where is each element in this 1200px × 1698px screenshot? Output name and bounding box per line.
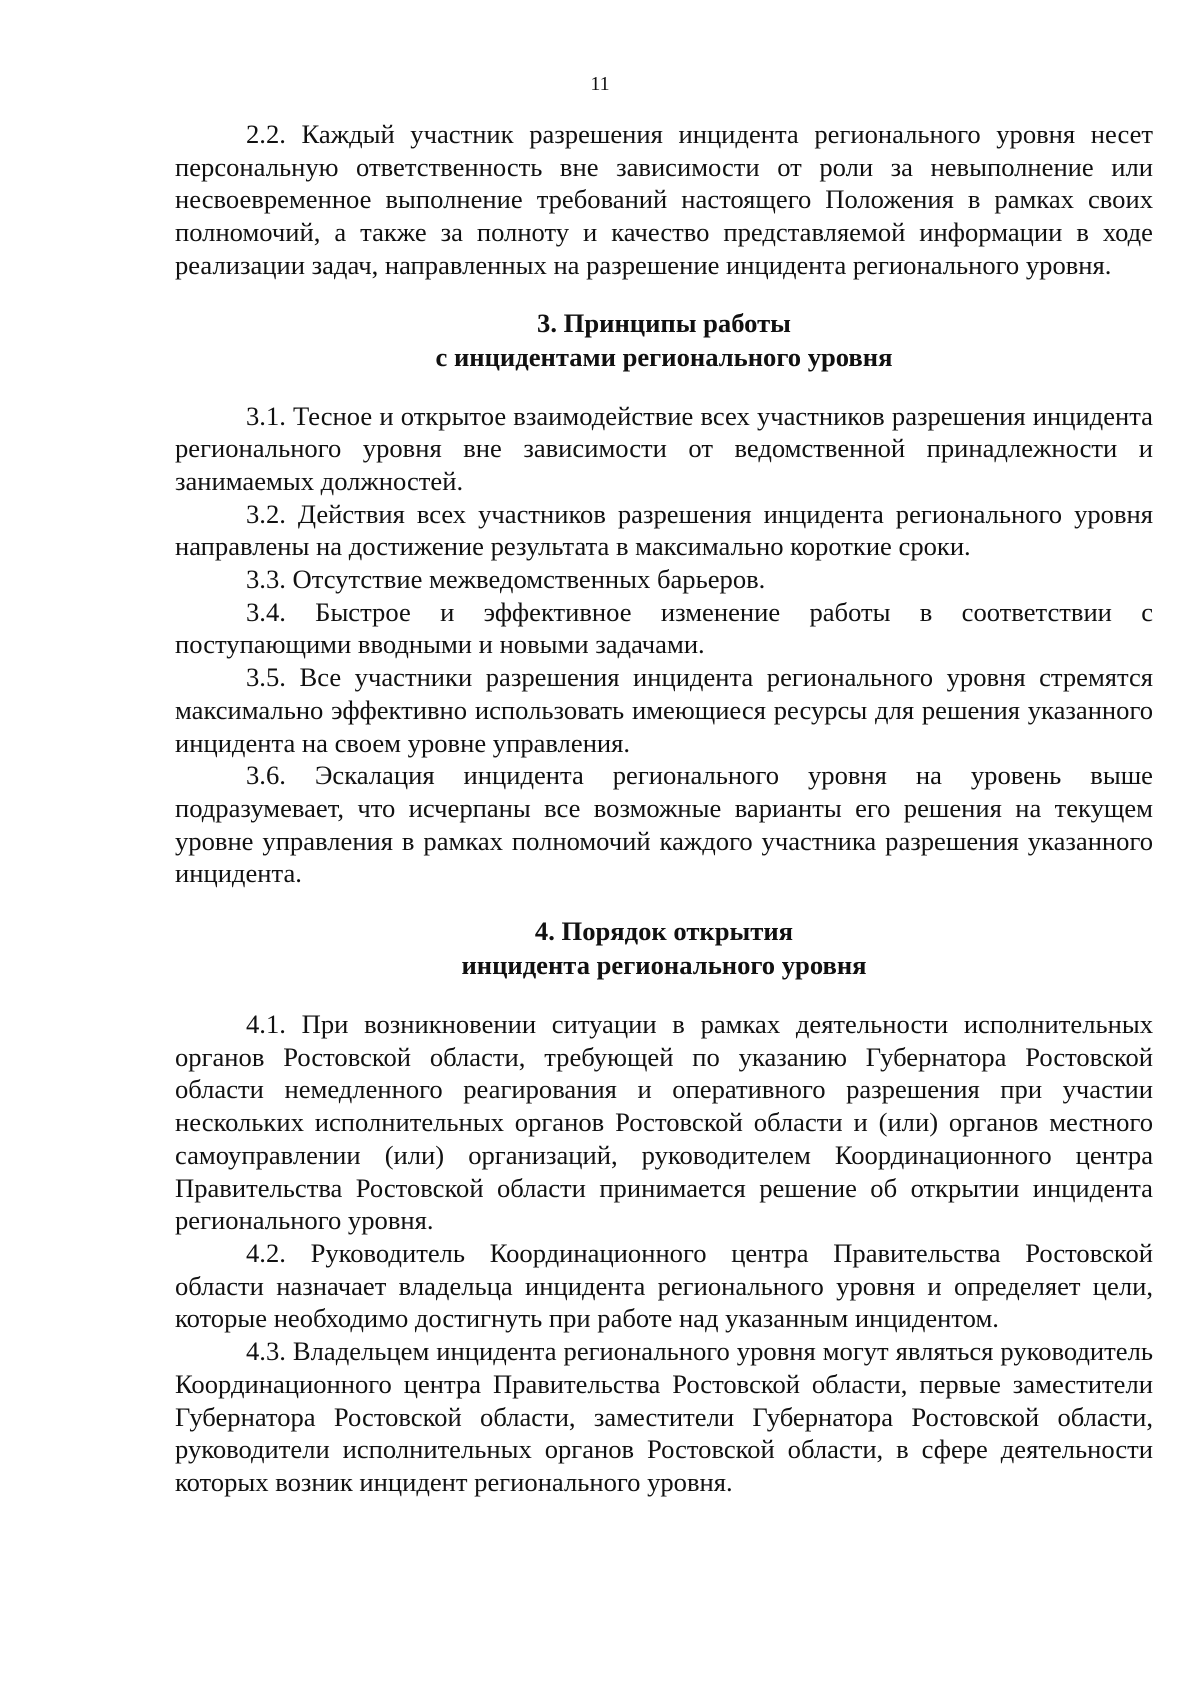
paragraph-3-2: 3.2. Действия всех участников разрешения инцидента регионального уровня направлены на достижение результата в максимально короткие сроки. xyxy=(175,498,1153,562)
paragraph-3-1: 3.1. Тесное и открытое взаимодействие всех участников разрешения инцидента регионального уровня вне зависимости от ведомственной принадлежности и занимаемых должностей. xyxy=(175,400,1153,496)
paragraph-4-1: 4.1. При возникновении ситуации в рамках деятельности исполнительных органов Ростовской области, требующей по указанию Губернатора Ростовской области немедленного реагирования и оперативного разрешения при участии нескольких исполнительных органов Ростовской области и (или) органов местного самоуправлении (или) организаций, руководителем Координационного центра Правительства Ростовской области принимается решение об открытии инцидента регионального уровня. xyxy=(175,1009,1153,1236)
spacer xyxy=(175,890,1153,914)
paragraph-3-6: 3.6. Эскалация инцидента регионального уровня на уровень выше подразумевает, что исчерпаны все возможные варианты его решения на текущем уровне управления в рамках полномочий каждого участника разрешения указанного инцидента. xyxy=(175,760,1153,889)
spacer xyxy=(175,982,1153,1008)
paragraph-3-5: 3.5. Все участники разрешения инцидента регионального уровня стремятся максимально эффективно использовать имеющиеся ресурсы для решения указанного инцидента на своем уровне управления. xyxy=(175,662,1153,758)
paragraph-4-3: 4.3. Владельцем инцидента регионального уровня могут являться руководитель Координационного центра Правительства Ростовской области, первые заместители Губернатора Ростовской области, заместители Губернатора Ростовской области, руководители исполнительных органов Ростовской области, в сфере деятельности которых возник инцидент регионального уровня. xyxy=(175,1336,1153,1497)
paragraph-4-2: 4.2. Руководитель Координационного центра Правительства Ростовской области назначает владельца инцидента регионального уровня и определяет цели, которые необходимо достигнуть при работе над указанным инцидентом. xyxy=(175,1237,1153,1334)
spacer xyxy=(175,282,1153,306)
section-4-heading xyxy=(175,914,1153,982)
paragraph-2-2: 2.2. Каждый участник разрешения инцидента регионального уровня несет персональную ответственность вне зависимости от роли за невыполнение или несвоевременное выполнение требований настоящего Положения в рамках своих полномочий, а также за полноту и качество представляемой информации в ходе реализации задач, направленных на разрешение инцидента регионального уровня. xyxy=(175,119,1153,280)
section-4-heading-line-2: инцидента регионального уровня xyxy=(461,950,867,981)
paragraph-3-4: 3.4. Быстрое и эффективное изменение работы в соответствии с поступающими вводными и новыми задачами. xyxy=(175,596,1153,660)
section-4-heading-line-1: 4. Порядок открытия xyxy=(534,916,794,947)
section-3-heading-line-2: с инцидентами регионального уровня xyxy=(435,341,893,372)
section-3-heading-line-1: 3. Принципы работы xyxy=(537,307,791,338)
spacer xyxy=(175,374,1153,400)
section-3-heading xyxy=(175,306,1153,374)
page-number: 11 xyxy=(590,73,610,95)
document-body xyxy=(175,118,1153,1499)
paragraph-3-3: 3.3. Отсутствие межведомственных барьеров. xyxy=(246,564,766,595)
